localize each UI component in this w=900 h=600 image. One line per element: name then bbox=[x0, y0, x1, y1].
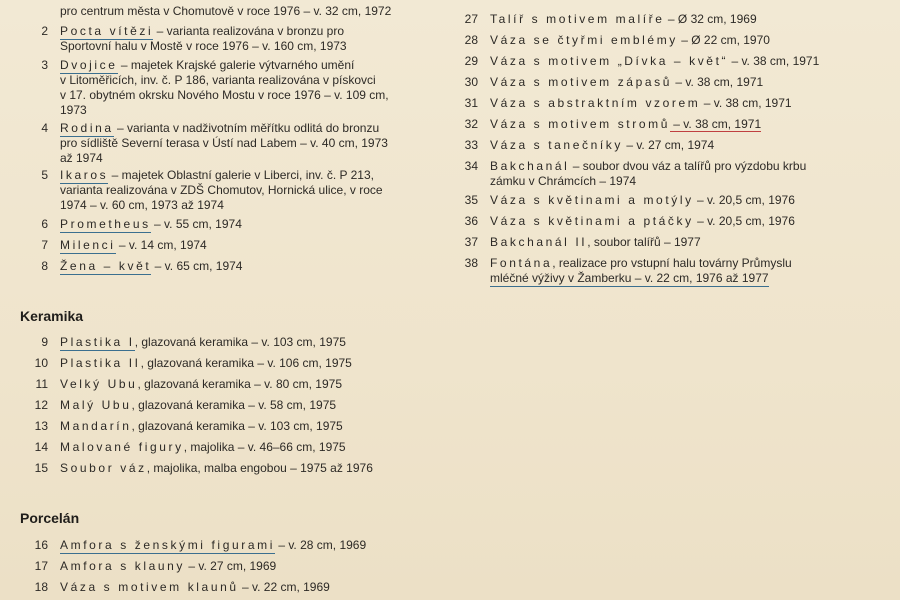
item-number: 28 bbox=[464, 33, 478, 47]
item-text bbox=[60, 259, 242, 274]
item-number: 7 bbox=[41, 238, 48, 252]
item-title: Dvojice bbox=[60, 58, 118, 72]
item-line: až 1974 bbox=[60, 151, 103, 165]
item-line: varianta realizována v ZDŠ Chomutov, Hornická ulice, v roce bbox=[60, 183, 383, 197]
item-title: Plastika I bbox=[60, 335, 135, 349]
item-title: Rodina bbox=[60, 121, 114, 135]
item-title: Váza s motivem klaunů bbox=[60, 580, 239, 594]
item-number: 13 bbox=[34, 419, 48, 433]
item-title: Váza s květinami a ptáčky bbox=[490, 214, 694, 228]
list-item bbox=[20, 559, 276, 574]
item-text bbox=[490, 138, 714, 153]
item-title: Fontána bbox=[490, 256, 553, 270]
item-number: 17 bbox=[34, 559, 48, 573]
item-detail: – Ø 32 cm, 1969 bbox=[664, 12, 757, 26]
item-title: Milenci bbox=[60, 238, 116, 252]
item-title: Mandarín bbox=[60, 419, 132, 433]
list-item bbox=[20, 398, 336, 413]
list-item bbox=[20, 58, 389, 118]
item-line: – varianta realizována v bronzu pro bbox=[156, 24, 345, 38]
list-item bbox=[20, 24, 347, 54]
item-line: pro sídliště Severní terasa v Ústí nad Labem – v. 40 cm, 1973 bbox=[60, 136, 388, 150]
item-text bbox=[60, 238, 207, 253]
item-line: – v. 14 cm, 1974 bbox=[118, 238, 207, 252]
item-number: 14 bbox=[34, 440, 48, 454]
item-title: Bakchanál II bbox=[490, 235, 588, 249]
item-text bbox=[490, 193, 795, 208]
item-detail: – soubor dvou váz a talířů pro výzdobu krbu bbox=[569, 159, 807, 173]
item-text bbox=[60, 58, 389, 118]
item-line: – v. 65 cm, 1974 bbox=[154, 259, 243, 273]
list-item bbox=[450, 54, 819, 69]
list-item bbox=[450, 33, 770, 48]
item-detail: – Ø 22 cm, 1970 bbox=[677, 33, 770, 47]
item-text bbox=[60, 217, 242, 232]
list-item bbox=[20, 217, 242, 232]
list-item bbox=[20, 121, 388, 166]
item-detail: , majolika, malba engobou – 1975 až 1976 bbox=[146, 461, 373, 475]
item-title: Plastika II bbox=[60, 356, 141, 370]
list-item bbox=[20, 580, 330, 595]
item-number: 5 bbox=[41, 168, 48, 182]
item-number: 6 bbox=[41, 217, 48, 231]
item-line: 1973 bbox=[60, 103, 87, 117]
item-title: Soubor váz bbox=[60, 461, 147, 475]
item-number: 18 bbox=[34, 580, 48, 594]
item-text bbox=[60, 398, 336, 413]
list-item bbox=[20, 356, 352, 371]
item-number: 15 bbox=[34, 461, 48, 475]
item-line: – majetek Oblastní galerie v Liberci, inv. č. P 213, bbox=[111, 168, 374, 182]
item-detail: – v. 38 cm, 1971 bbox=[700, 96, 792, 110]
item-title: Váza s motivem „Dívka – květ“ bbox=[490, 54, 729, 68]
list-item bbox=[450, 159, 806, 189]
list-item bbox=[20, 419, 343, 434]
item-number: 32 bbox=[464, 117, 478, 131]
item-detail: – v. 27 cm, 1969 bbox=[185, 559, 277, 573]
list-item bbox=[450, 235, 701, 250]
item-number: 16 bbox=[34, 538, 48, 552]
item-line: – varianta v nadživotním měřítku odlitá do bronzu bbox=[116, 121, 380, 135]
item-detail: – v. 20,5 cm, 1976 bbox=[693, 193, 795, 207]
item-detail: , majolika – v. 46–66 cm, 1975 bbox=[183, 440, 346, 454]
item-title: Váza s květinami a motýly bbox=[490, 193, 694, 207]
item-number: 29 bbox=[464, 54, 478, 68]
item-detail: – v. 22 cm, 1969 bbox=[238, 580, 330, 594]
item-detail: – v. 38 cm, 1971 bbox=[672, 75, 764, 89]
item-line: pro centrum města v Chomutově v roce 1976 – v. 32 cm, 1972 bbox=[60, 4, 392, 18]
item-title: Váza se čtyřmi emblémy bbox=[490, 33, 678, 47]
list-item bbox=[20, 238, 207, 253]
list-item bbox=[450, 96, 792, 111]
item-text bbox=[490, 159, 806, 189]
item-text bbox=[490, 256, 792, 286]
item-text bbox=[60, 377, 342, 392]
item-text bbox=[60, 559, 276, 574]
list-item bbox=[450, 75, 763, 90]
item-line: zámku v Chrámcích – 1974 bbox=[490, 174, 637, 188]
item-line: – v. 55 cm, 1974 bbox=[154, 217, 242, 231]
item-line: 1974 – v. 60 cm, 1973 až 1974 bbox=[60, 198, 224, 212]
item-line: v 17. obytném okrsku Nového Mostu v roce 1976 – v. 109 cm, bbox=[60, 88, 389, 102]
list-item bbox=[20, 259, 242, 274]
list-item bbox=[20, 440, 346, 455]
item-detail: , glazovaná keramika – v. 58 cm, 1975 bbox=[131, 398, 337, 412]
item-text bbox=[60, 168, 383, 213]
item-number: 30 bbox=[464, 75, 478, 89]
item-title: Bakchanál bbox=[490, 159, 570, 173]
item-title: Žena – květ bbox=[60, 259, 152, 273]
item-title: Malované figury bbox=[60, 440, 184, 454]
item-text bbox=[490, 54, 819, 69]
item-number: 8 bbox=[41, 259, 48, 273]
item-text bbox=[60, 4, 391, 19]
item-title: Pocta vítězi bbox=[60, 24, 154, 38]
item-text bbox=[490, 235, 701, 250]
item-detail: – v. 27 cm, 1974 bbox=[622, 138, 715, 152]
item-number: 36 bbox=[464, 214, 478, 228]
item-text bbox=[60, 335, 346, 350]
item-title: Malý Ubu bbox=[60, 398, 132, 412]
item-number: 4 bbox=[41, 121, 48, 135]
item-text bbox=[60, 440, 346, 455]
item-text bbox=[490, 33, 770, 48]
item-text bbox=[60, 580, 330, 595]
item-detail: – v. 20,5 cm, 1976 bbox=[693, 214, 795, 228]
item-line: Sportovní halu v Mostě v roce 1976 – v. 160 cm, 1973 bbox=[60, 39, 347, 53]
section-heading-porcelan: Porcelán bbox=[20, 510, 80, 526]
list-item bbox=[20, 335, 346, 350]
list-item bbox=[20, 461, 373, 476]
item-number: 10 bbox=[34, 356, 48, 370]
item-detail: , glazovaná keramika – v. 106 cm, 1975 bbox=[140, 356, 352, 370]
list-item bbox=[450, 193, 795, 208]
item-number: 3 bbox=[41, 58, 48, 72]
item-title: Amfora s ženskými figurami bbox=[60, 538, 275, 552]
item-detail: – v. 38 cm, 1971 bbox=[669, 117, 762, 131]
item-title: Amfora s klauny bbox=[60, 559, 186, 573]
item-detail: , glazovaná keramika – v. 103 cm, 1975 bbox=[131, 419, 343, 433]
section-heading-keramika: Keramika bbox=[20, 308, 84, 324]
item-number: 9 bbox=[41, 335, 48, 349]
item-detail: – v. 38 cm, 1971 bbox=[728, 54, 820, 68]
item-detail: , soubor talířů – 1977 bbox=[587, 235, 701, 249]
item-number: 37 bbox=[464, 235, 478, 249]
list-item bbox=[450, 256, 792, 286]
item-detail: – v. 28 cm, 1969 bbox=[274, 538, 367, 552]
item-text bbox=[60, 356, 352, 371]
item-line: v Litoměřicích, inv. č. P 186, varianta realizována v pískovci bbox=[60, 73, 376, 87]
item-text bbox=[490, 96, 792, 111]
list-item bbox=[450, 117, 761, 132]
item-number: 33 bbox=[464, 138, 478, 152]
item-number bbox=[20, 4, 48, 19]
item-number: 38 bbox=[464, 256, 478, 270]
item-detail: , glazovaná keramika – v. 80 cm, 1975 bbox=[137, 377, 342, 391]
item-text bbox=[490, 12, 757, 27]
item-number: 35 bbox=[464, 193, 478, 207]
item-text bbox=[60, 121, 388, 166]
list-item bbox=[20, 4, 391, 19]
item-title: Váza s abstraktním vzorem bbox=[490, 96, 701, 110]
item-number: 11 bbox=[35, 377, 48, 391]
list-item bbox=[450, 214, 795, 229]
item-text bbox=[60, 461, 373, 476]
item-number: 34 bbox=[464, 159, 478, 173]
item-title: Váza s motivem stromů bbox=[490, 117, 670, 131]
item-title: Váza s tanečníky bbox=[490, 138, 623, 152]
item-title: Váza s motivem zápasů bbox=[490, 75, 672, 89]
item-detail: , glazovaná keramika – v. 103 cm, 1975 bbox=[134, 335, 346, 349]
item-line: mléčné výživy v Žamberku – v. 22 cm, 1976 až 1977 bbox=[490, 271, 769, 285]
item-title: Ikaros bbox=[60, 168, 109, 182]
list-item bbox=[450, 12, 757, 27]
item-title: Prometheus bbox=[60, 217, 151, 231]
list-item bbox=[450, 138, 714, 153]
item-line: – majetek Krajské galerie výtvarného umění bbox=[120, 58, 355, 72]
item-number: 31 bbox=[464, 96, 478, 110]
item-detail: , realizace pro vstupní halu továrny Průmyslu bbox=[552, 256, 792, 270]
item-number: 12 bbox=[34, 398, 48, 412]
item-text bbox=[60, 24, 347, 54]
item-text bbox=[60, 419, 343, 434]
item-text bbox=[60, 538, 366, 553]
list-item bbox=[20, 538, 366, 553]
item-text bbox=[490, 75, 763, 90]
item-number: 2 bbox=[41, 24, 48, 38]
list-item bbox=[20, 377, 342, 392]
item-title: Velký Ubu bbox=[60, 377, 138, 391]
item-text bbox=[490, 117, 761, 132]
item-text bbox=[490, 214, 795, 229]
item-number: 27 bbox=[464, 12, 478, 26]
list-item bbox=[20, 168, 383, 213]
item-title: Talíř s motivem malíře bbox=[490, 12, 665, 26]
